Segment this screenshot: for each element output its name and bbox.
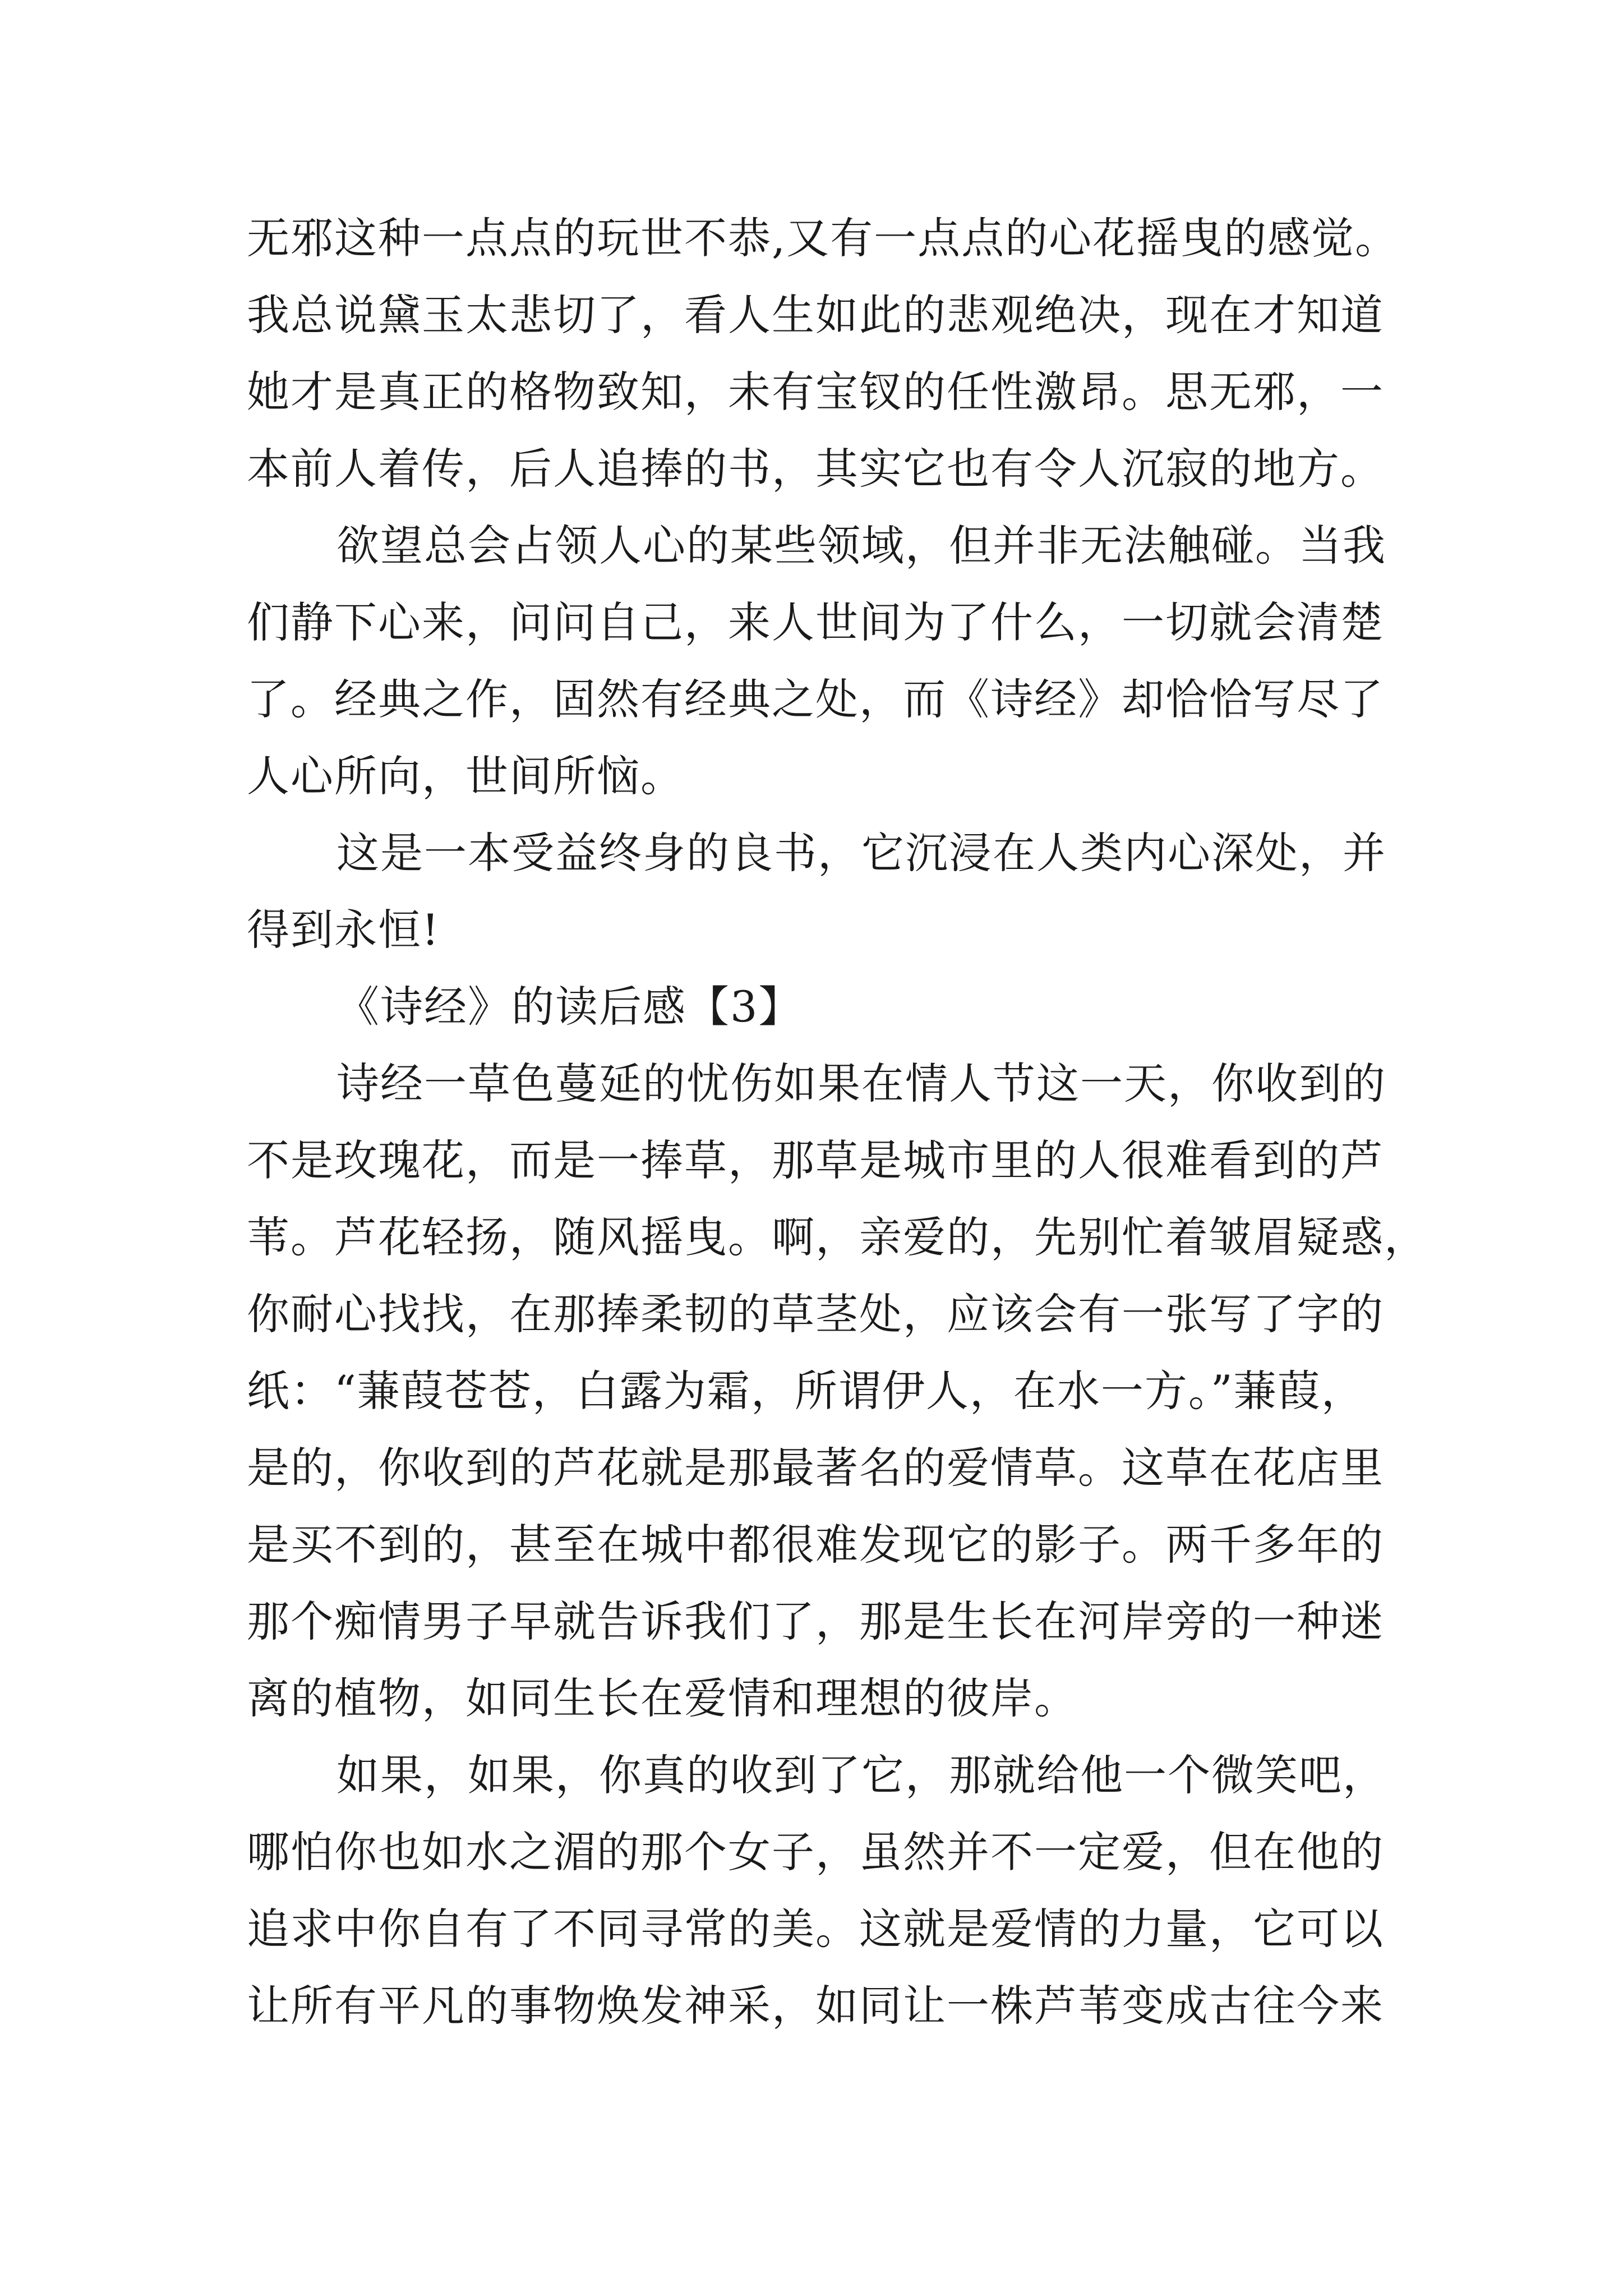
section-heading: 《诗经》的读后感【3】 — [336, 982, 803, 1032]
paragraph-start-line: 诗经一草色蔓延的忧伤如果在情人节这一天，你收到的 — [336, 1059, 1386, 1108]
text-line: 你耐心找找，在那捧柔韧的草茎处，应该会有一张写了字的 — [247, 1289, 1384, 1339]
text-line: 她才是真正的格物致知，未有宝钗的任性激昂。思无邪，一 — [247, 367, 1384, 417]
text-line: 们静下心来，问问自己，来人世间为了什么，一切就会清楚 — [247, 597, 1384, 647]
text-line: 得到永恒! — [247, 905, 440, 955]
paragraph-start-line: 这是一本受益终身的良书，它沉浸在人类内心深处，并 — [336, 828, 1386, 878]
paragraph-start-line: 如果，如果，你真的收到了它，那就给他一个微笑吧， — [336, 1750, 1386, 1800]
text-line: 人心所向，世间所恼。 — [247, 751, 684, 801]
text-line: 苇。芦花轻扬，随风摇曳。啊，亲爱的，先别忙着皱眉疑惑， — [247, 1212, 1428, 1262]
text-line: 是买不到的，甚至在城中都很难发现它的影子。两千多年的 — [247, 1520, 1384, 1570]
text-line: 不是玫瑰花，而是一捧草，那草是城市里的人很难看到的芦 — [247, 1135, 1384, 1185]
text-line: 追求中你自有了不同寻常的美。这就是爱情的力量，它可以 — [247, 1904, 1384, 1954]
text-line: 了。经典之作，固然有经典之处，而《诗经》却恰恰写尽了 — [247, 674, 1384, 724]
text-line: 本前人着传，后人追捧的书，其实它也有令人沉寂的地方。 — [247, 444, 1384, 494]
text-line: 我总说黛玉太悲切了，看人生如此的悲观绝决，现在才知道 — [247, 290, 1384, 340]
text-line: 是的，你收到的芦花就是那最著名的爱情草。这草在花店里 — [247, 1443, 1384, 1493]
text-line: 纸：“蒹葭苍苍，白露为霜，所谓伊人，在水一方。”蒹葭， — [247, 1366, 1365, 1416]
text-line: 无邪这种一点点的玩世不恭,又有一点点的心花摇曳的感觉。 — [247, 213, 1399, 263]
text-line: 离的植物，如同生长在爱情和理想的彼岸。 — [247, 1673, 1078, 1723]
paragraph-start-line: 欲望总会占领人心的某些领域，但并非无法触碰。当我 — [336, 521, 1386, 570]
text-line: 哪怕你也如水之湄的那个女子，虽然并不一定爱，但在他的 — [247, 1827, 1384, 1877]
text-line: 那个痴情男子早就告诉我们了，那是生长在河岸旁的一种迷 — [247, 1596, 1384, 1646]
text-line: 让所有平凡的事物焕发神采，如同让一株芦苇变成古往今来 — [247, 1981, 1384, 2031]
